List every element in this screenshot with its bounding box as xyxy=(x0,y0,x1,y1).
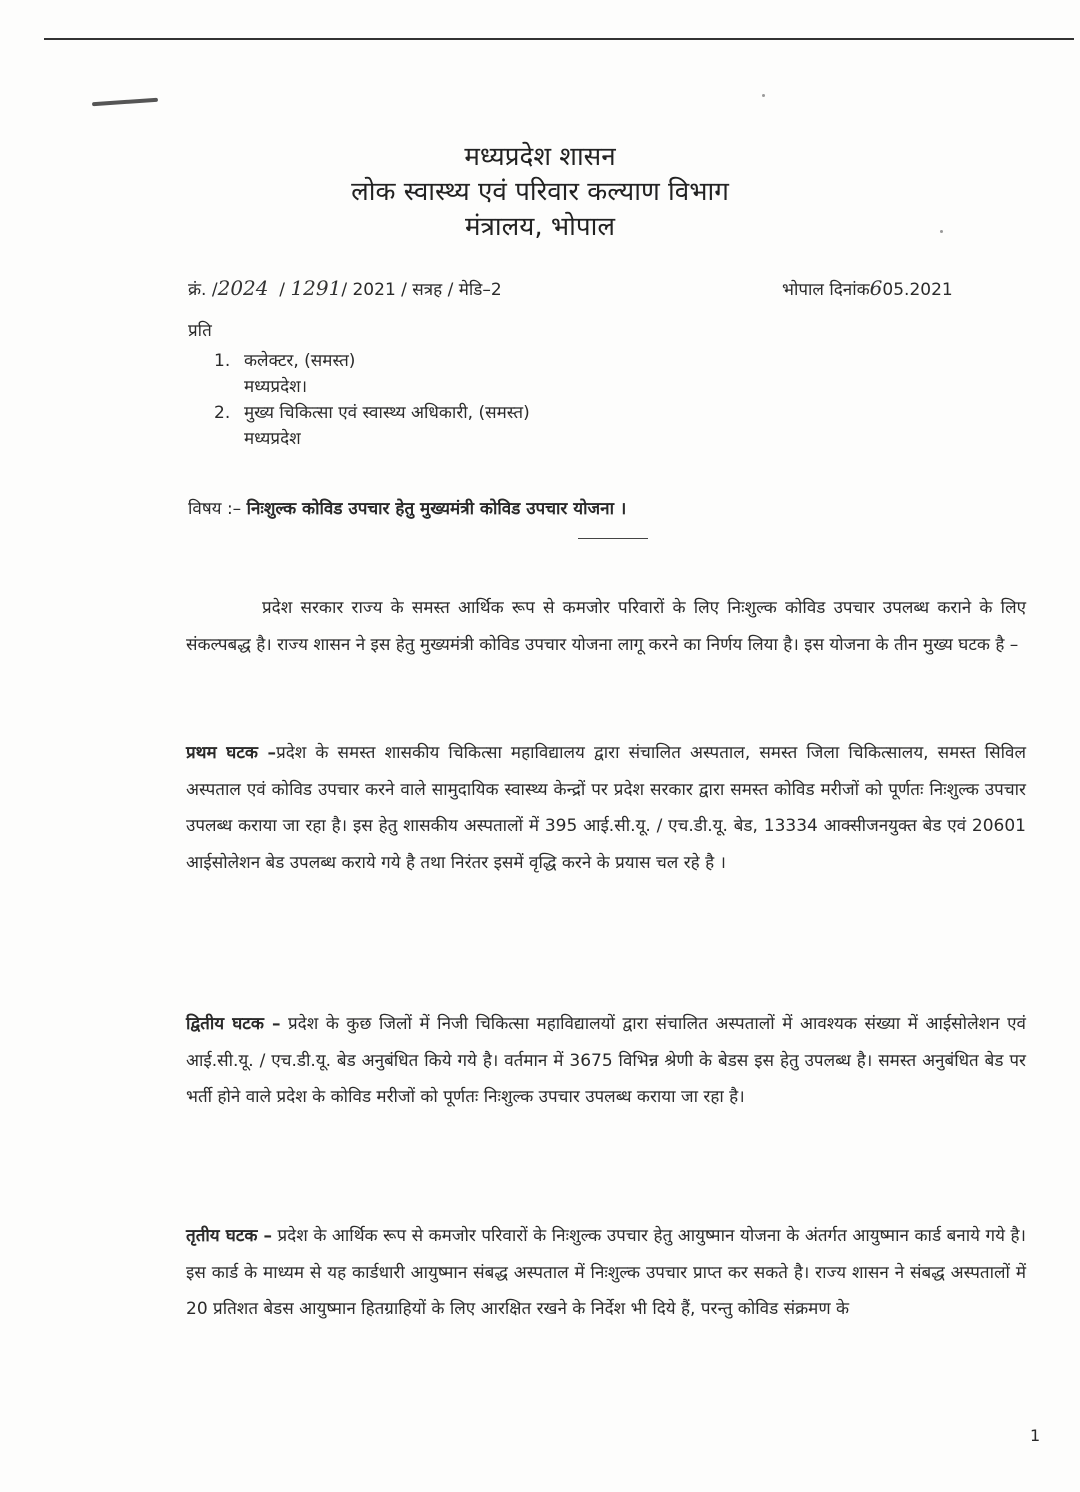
ref-suffix: / 2021 / सत्रह / मेडि–2 xyxy=(341,280,502,300)
component-text: प्रदेश के समस्त शासकीय चिकित्सा महाविद्यालय द्वारा संचालित अस्पताल, समस्त जिला चिकित्सालय, समस्त सिविल अस्पताल एवं कोविड उपचार करने वाले सामुदायिक स्वास्थ्य केन्द्रों पर प्रदेश सरकार द्वारा समस्त कोविड मरीजों को पूर्णतः निःशुल्क उपचार उपलब्ध कराया जा रहा है। इस हेतु शासकीय अस्पतालों में 395 आई.सी.यू. / एच.डी.यू. बेड, 13334 आक्सीजनयुक्त बेड एवं 20601 आईसोलेशन बेड उपलब्ध कराये गये है तथा निरंतर इसमें वृद्धि करने के प्रयास चल रहे है । xyxy=(186,743,1026,873)
addressee-label: प्रति xyxy=(188,321,212,341)
ref-prefix: क्रं. / xyxy=(188,280,218,300)
subject-underline xyxy=(578,538,648,539)
date-label: भोपाल दिनांक xyxy=(782,280,870,300)
component-text: प्रदेश के आर्थिक रूप से कमजोर परिवारों के निःशुल्क उपचार हेतु आयुष्मान योजना के अंतर्गत आयुष्मान कार्ड बनाये गये है। इस कार्ड के माध्यम से यह कार्डधारी आयुष्मान संबद्ध अस्पताल में निःशुल्क उपचार प्राप्त कर सकते है। राज्य शासन ने संबद्ध अस्पतालों में 20 प्रतिशत बेडस आयुष्मान हितग्राहियों के लिए आरक्षित रखने के निर्देश भी दिये हैं, परन्तु कोविड संक्रमण के xyxy=(186,1226,1026,1319)
component-paragraph-3 xyxy=(186,1218,1026,1328)
component-heading: तृतीय घटक – xyxy=(186,1226,272,1246)
subject-label: विषय :– xyxy=(188,499,247,519)
component-heading: द्वितीय घटक – xyxy=(186,1014,281,1034)
component-paragraph-2 xyxy=(186,1006,1026,1116)
intro-text: प्रदेश सरकार राज्य के समस्त आर्थिक रूप से कमजोर परिवारों के लिए निःशुल्क कोविड उपचार उपलब्ध कराने के लिए संकल्पबद्ध है। राज्य शासन ने इस हेतु मुख्यमंत्री कोविड उपचार योजना लागू करने का निर्णय लिया है। इस योजना के तीन मुख्य घटक है – xyxy=(186,598,1026,655)
ref-handwritten-number-1: 2024 xyxy=(217,276,269,300)
reference-number xyxy=(188,276,502,300)
page-number: 1 xyxy=(1030,1426,1041,1445)
top-border-line xyxy=(44,38,1074,40)
intro-paragraph xyxy=(186,590,1026,663)
ref-handwritten-number-2: 1291 xyxy=(290,276,342,300)
recipient-number: 2. xyxy=(214,403,231,423)
letterhead-department: लोक स्वास्थ्य एवं परिवार कल्याण विभाग xyxy=(351,177,729,207)
subject-line xyxy=(188,496,626,519)
recipient-region: मध्यप्रदेश। xyxy=(244,377,308,397)
ref-separator: / xyxy=(268,280,291,300)
recipient-number: 1. xyxy=(214,351,231,371)
scan-speck xyxy=(762,94,765,97)
date-handwritten-day: 6 xyxy=(869,276,883,300)
recipient-region: मध्यप्रदेश xyxy=(244,429,301,449)
subject-text: निःशुल्क कोविड उपचार हेतु मुख्यमंत्री कोविड उपचार योजना । xyxy=(246,499,627,519)
recipient-title: कलेक्टर, (समस्त) xyxy=(244,351,356,371)
component-text: प्रदेश के कुछ जिलों में निजी चिकित्सा महाविद्यालयों द्वारा संचालित अस्पतालों में आवश्यक संख्या में आईसोलेशन एवं आई.सी.यू. / एच.डी.यू. बेड अनुबंधित किये गये है। वर्तमान में 3675 विभिन्न श्रेणी के बेडस इस हेतु उपलब्ध है। समस्त अनुबंधित बेड पर भर्ती होने वाले प्रदेश के कोविड मरीजों को पूर्णतः निःशुल्क उपचार उपलब्ध कराया जा रहा है। xyxy=(186,1014,1027,1107)
date-rest: 05.2021 xyxy=(882,280,953,300)
letterhead xyxy=(0,140,1080,245)
letterhead-location: मंत्रालय, भोपाल xyxy=(464,212,615,242)
recipient-list xyxy=(214,348,530,452)
letterhead-government: मध्यप्रदेश शासन xyxy=(464,142,616,172)
scan-pen-mark xyxy=(92,98,158,107)
recipient-item xyxy=(214,348,530,374)
component-heading: प्रथम घटक – xyxy=(186,743,277,763)
component-paragraph-1 xyxy=(186,735,1026,881)
letter-date xyxy=(782,276,953,300)
recipient-title: मुख्य चिकित्सा एवं स्वास्थ्य अधिकारी, (समस्त) xyxy=(244,403,530,423)
recipient-item xyxy=(214,400,530,426)
